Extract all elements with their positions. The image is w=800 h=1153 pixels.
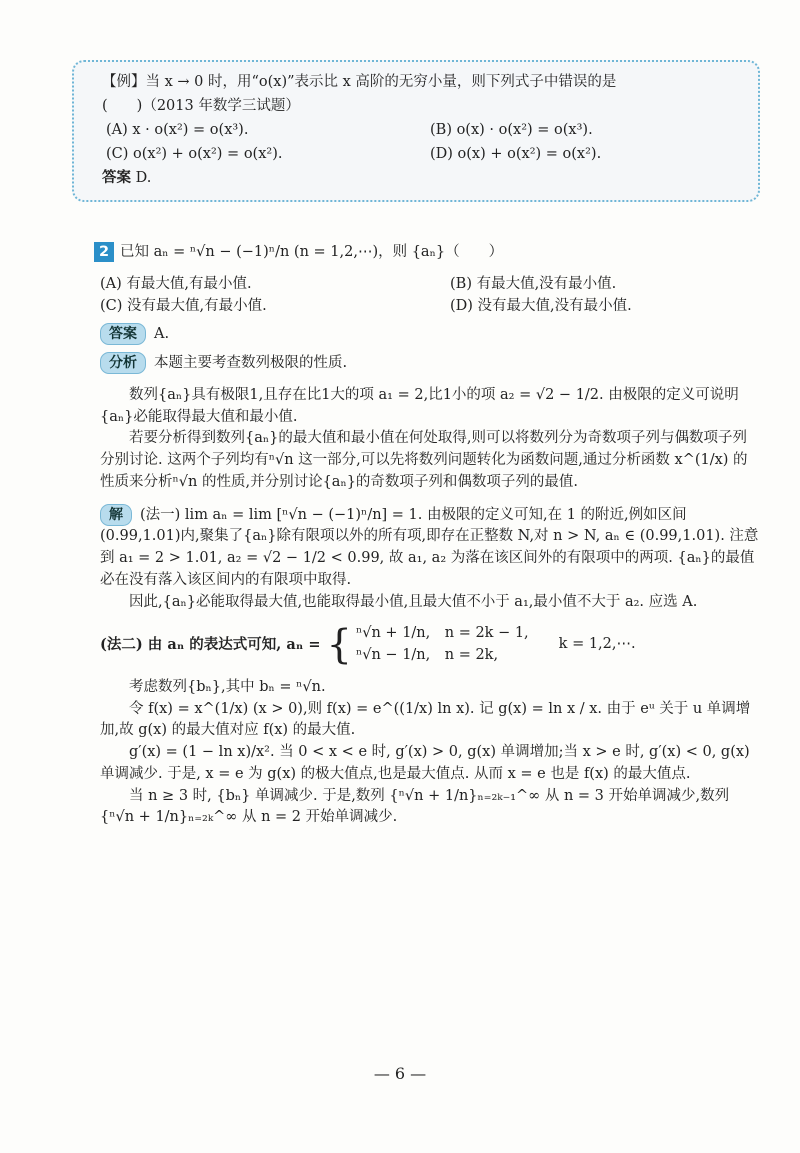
problem-option-c: (C) 没有最大值,有最小值. [100,297,267,314]
analysis-line [100,352,760,375]
example-option-a: (A) x · o(x²) = o(x³). [106,122,249,138]
function-f-paragraph: 令 f(x) = x^(1/x) (x > 0),则 f(x) = e^((1/x) ln x). 记 g(x) = ln x / x. 由于 eᵘ 关于 u 单调增加,故 g(x) 的最大值对应 f(x) 的最大值. [100,700,751,739]
solution-method-1-conclusion: 因此,{aₙ}必能取得最大值,也能取得最小值,且最大值不小于 a₁,最小值不大于 a₂. 应选 A. [129,593,698,610]
analysis-text: 本题主要考查数列极限的性质. [154,355,348,371]
solution-method-2 [100,623,760,667]
problem-option-d: (D) 没有最大值,没有最小值. [450,297,632,314]
derivative-g-paragraph: g′(x) = (1 − ln x)/x². 当 0 < x < e 时, g′(x) > 0, g(x) 单调增加;当 x > e 时, g′(x) < 0, g(x) 单调减少. 于是, x = e 为 g(x) 的极大值点,也是最大值点. 从而 x = e 也是 f(x) 的最大值点. [100,744,750,782]
answer-tag: 答案 [100,323,146,345]
piecewise-k-range: k = 1,2,⋯. [558,636,636,653]
monotonic-paragraph: 当 n ≥ 3 时, {bₙ} 单调减少. 于是,数列 {ⁿ√n + 1/n}ₙ₌₂ₖ₋₁^∞ 从 n = 3 开始单调减少,数列 [129,787,730,804]
example-option-b: (B) o(x) · o(x²) = o(x³). [430,122,593,138]
problem-option-a: (A) 有最大值,有最小值. [100,275,252,292]
example-option-c: (C) o(x²) + o(x²) = o(x²). [106,146,283,162]
analysis-paragraph-1: 数列{aₙ}具有极限1,且存在比1大的项 a₁ = 2,比1小的项 a₂ = √2 − 1/2. 由极限的定义可说明{aₙ}必能取得最大值和最小值. [100,386,739,425]
piecewise-case-odd: ⁿ√n + 1/n, n = 2k − 1, [355,625,529,642]
example-answer-label: 答案 [102,169,131,186]
answer-text: A. [154,326,170,343]
solution-method-2-intro: (法二) 由 aₙ 的表达式可知, aₙ = [100,636,321,654]
solution-method-1-text: (法一) lim aₙ = lim [ⁿ√n − (−1)ⁿ/n] = 1. 由极限的定义可知,在 1 的附近,例如区间(0.99,1.01)内,聚集了{aₙ}除有限项以外的所有项,即存在正整数 N,对 n > N, aₙ ∈ (0.99,1.01). 注意到 a₁ = 2 > 1.01, a₂ = √2 − 1/2 < 0.99, 故 a₁, a₂ 为落在该区间外的有限项中的两项. {aₙ}的最值必在没有落入该区间内的有限项中取得. [100,506,759,588]
problem-options-row-2 [100,296,760,318]
problem-statement-line [94,242,760,264]
piecewise-brace: { [326,622,352,668]
solution-method-1 [100,504,760,592]
example-answer [102,166,736,190]
final-line: {ⁿ√n + 1/n}ₙ₌₂ₖ^∞ 从 n = 2 开始单调减少. [100,809,398,826]
analysis-tag: 分析 [100,352,146,374]
piecewise-case-even: ⁿ√n − 1/n, n = 2k, [355,647,499,663]
example-option-d: (D) o(x) + o(x²) = o(x²). [430,146,602,162]
problem-option-b: (B) 有最大值,没有最小值. [450,275,617,292]
answer-line [100,323,760,346]
analysis-paragraph-2: 若要分析得到数列{aₙ}的最大值和最小值在何处取得,则可以将数列分为奇数项子列与偶数项子列分别讨论. 这两个子列均有ⁿ√n 这一部分,可以先将数列问题转化为函数问题,通过分析函数 x^(1/x) 的性质来分析ⁿ√n 的性质,并分别讨论{aₙ}的奇数项子列和偶数项子列的最值. [100,430,748,490]
example-options-row-2 [102,142,736,166]
example-question: 【例】当 x → 0 时，用“o(x)”表示比 x 高阶的无穷小量，则下列式子中错误的是 [102,74,617,90]
problem-statement: 已知 aₙ = ⁿ√n − (−1)ⁿ/n (n = 1,2,⋯)，则 {aₙ}（ ） [120,244,504,260]
example-answer-value: D. [135,170,152,186]
problem-options-row-1 [100,274,760,296]
problem-number-badge: 2 [94,242,114,262]
example-source: ( )（2013 年数学三试题） [102,98,300,114]
solution-tag: 解 [100,504,132,526]
piecewise-cases [356,623,529,667]
page-number: — 6 — [373,1064,427,1083]
example-box [72,60,760,202]
problem-content [100,242,760,829]
sequence-bn: 考虑数列{bₙ},其中 bₙ = ⁿ√n. [129,678,326,695]
example-options-row-1 [102,118,736,142]
